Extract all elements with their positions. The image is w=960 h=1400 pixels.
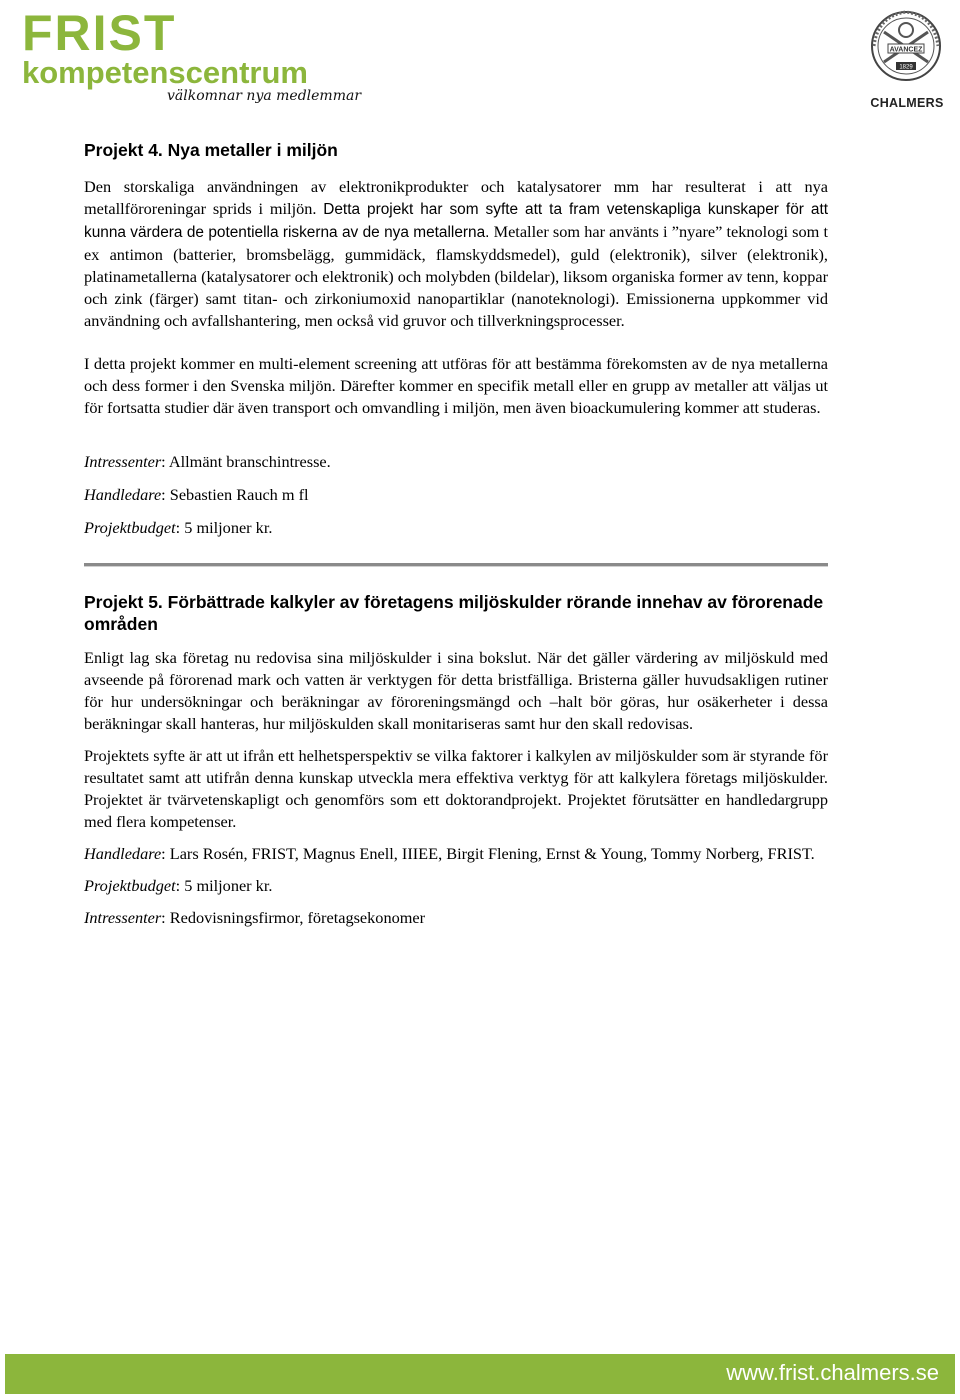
project4-paragraph-1	[84, 176, 828, 332]
project5-budget	[84, 875, 828, 897]
project4-stakeholders	[84, 451, 828, 473]
project4-intro-text: Den storskaliga användningen av elektronikprodukter och katalysatorer mm har resulterat i att nya metallföroreningar sprids i miljön.	[84, 177, 828, 218]
supervisor-value: : Lars Rosén, FRIST, Magnus Enell, IIIEE, Birgit Flening, Ernst & Young, Tommy Norberg, FRIST.	[161, 844, 815, 863]
chalmers-logo	[862, 6, 952, 116]
project5-title: Projekt 5. Förbättrade kalkyler av företagens miljöskulder rörande innehav av förorenade områden	[84, 592, 824, 634]
chalmers-seal-icon	[870, 6, 942, 92]
stakeholders-value: : Allmänt branschintresse.	[161, 452, 331, 471]
frist-logo-subtitle: kompetenscentrum	[22, 55, 308, 90]
frist-logo-wordmark: FRIST	[22, 5, 177, 61]
seal-motto: AVANCEZ	[889, 46, 923, 54]
stakeholders-label: Intressenter	[84, 452, 162, 471]
project4-title: Projekt 4. Nya metaller i miljön	[84, 140, 338, 160]
budget-label: Projektbudget	[84, 518, 176, 537]
project5-paragraph-2: Projektets syfte är att ut ifrån ett helhetsperspektiv se vilka faktorer i kalkylen av miljöskulder som är styrande för resultatet samt att utifrån denna kunskap utveckla mera effektiva verktyg för att kalkylera företags miljöskulder. Projektet är tvärvetenskapligt och genomförs som ett doktorandprojekt. Projektet förutsätter en handledargrupp med flera kompetenser.	[84, 746, 828, 831]
project5-stakeholders	[84, 907, 828, 929]
budget-label: Projektbudget	[84, 876, 176, 895]
budget-value: : 5 miljoner kr.	[175, 518, 273, 537]
stakeholders-label: Intressenter	[84, 908, 162, 927]
project4-paragraph-2: I detta projekt kommer en multi-element screening att utföras för att bestämma förekomsten av de nya metallerna och dess former i den Svenska miljön. Därefter kommer en specifik metall eller en grupp av metaller att väljas ut för fortsatta studier där även transport och omvandling i miljön, men även bioackumulering kommer att studeras.	[84, 354, 828, 417]
project5-supervisor	[84, 843, 828, 865]
frist-logo	[22, 5, 362, 108]
chalmers-wordmark: CHALMERS	[870, 96, 944, 110]
stakeholders-value: : Redovisningsfirmor, företagsekonomer	[161, 908, 426, 927]
budget-value: : 5 miljoner kr.	[175, 876, 273, 895]
seal-year: 1829	[899, 64, 913, 71]
supervisor-label: Handledare	[84, 485, 162, 504]
footer-website-link[interactable]: www.frist.chalmers.se	[726, 1360, 939, 1385]
footer-bar	[5, 1354, 955, 1394]
frist-tagline: välkomnar nya medlemmar	[167, 88, 362, 104]
supervisor-value: : Sebastien Rauch m fl	[161, 485, 309, 504]
project4-purpose-text: Detta projekt har som syfte att ta fram vetenskapliga kunskaper för att kunna värdera de potentiella riskerna av de nya metallerna.	[84, 201, 828, 241]
project4-budget	[84, 517, 828, 539]
document-body	[84, 137, 828, 929]
supervisor-label: Handledare	[84, 844, 162, 863]
project4-metals-text: Metaller som har använts i ”nyare” teknologi som t ex antimon (batterier, bromsbelägg, gummidäck, flamskyddsmedel), guld (elektronik), silver (elektronik), platinametallerna (katalysatorer och elektronik) och molybden (bildelar), liksom organiska former av tenn, koppar och zink (färger) samt titan- och zirkoniumoxid nanopartiklar (nanoteknologi). Emissionerna uppkommer vid användning och avfallshantering, men också vid gruvor och tillverkningsprocesser.	[84, 222, 828, 330]
project4-supervisor	[84, 484, 828, 506]
project5-paragraph-1: Enligt lag ska företag nu redovisa sina miljöskulder i sina bokslut. När det gäller värdering av miljöskuld med avseende på förorenad mark och vatten är verktygen för detta bristfälliga. Bristerna gäller huvudsakligen rutiner för hur undersökningar och beräkningar av föroreningsmängd och –halt bör göras, hur osäkerheter i dessa beräkningar skall hanteras, hur miljöskulden skall monitariseras samt hur den skall redovisas.	[84, 648, 828, 733]
section-divider	[84, 563, 828, 567]
